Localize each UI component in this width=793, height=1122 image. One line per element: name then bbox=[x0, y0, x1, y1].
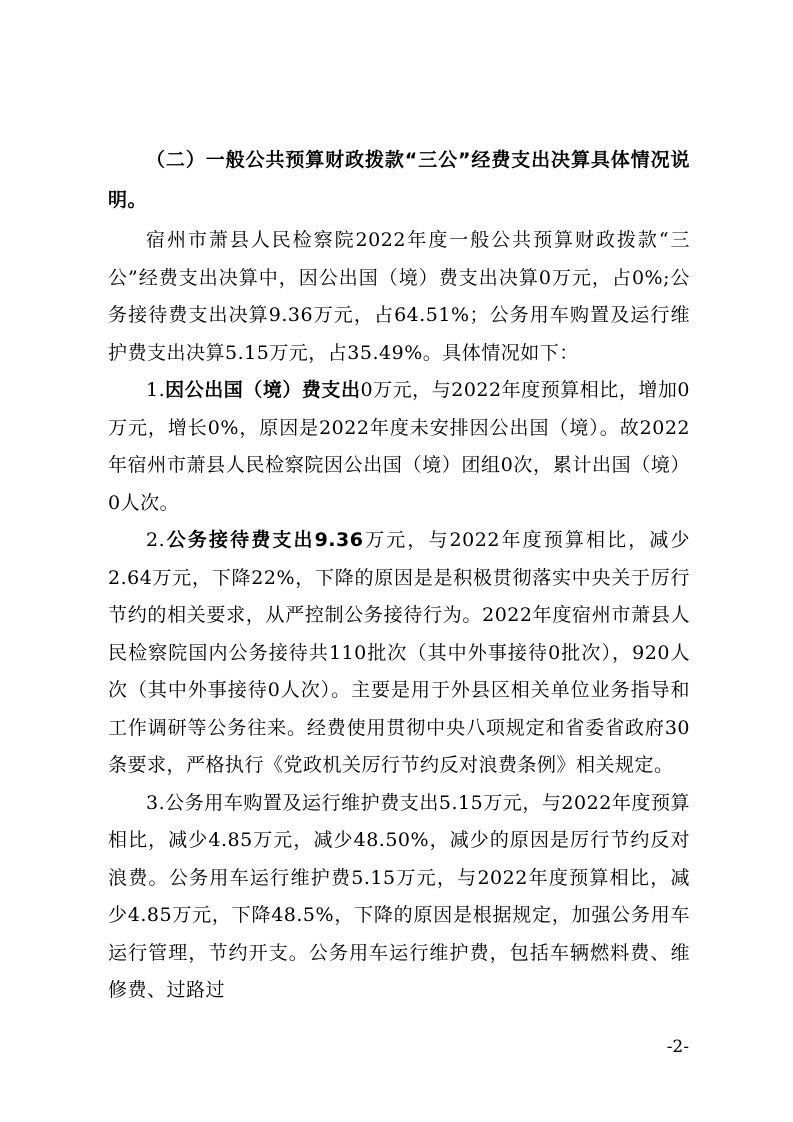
intro-paragraph: 宿州市萧县人民检察院2022年度一般公共预算财政拨款“三公”经费支出决算中，因公出国（境）费支出决算0万元，占0%;公务接待费支出决算9.36万元，占64.51%；公务用车购置及运行维护费支出决算5.15万元，占35.49%。具体情况如下： bbox=[108, 229, 690, 364]
item-2-body: 万元，与2022年度预算相比，减少2.64万元，下降22%，下降的原因是是积极贯彻落实中央关于厉行节约的相关要求，从严控制公务接待行为。2022年度宿州市萧县人民检察院国内公务接待共110批次（其中外事接待0批次），920人次（其中外事接待0人次）。主要是用于外县区相关单位业务指导和工作调研等公务往来。经费使用贯彻中央八项规定和省委省政府30条要求，严格执行《党政机关厉行节约反对浪费条例》相关规定。 bbox=[108, 529, 690, 776]
page-content bbox=[108, 140, 690, 1010]
item-3-paragraph: 3.公务用车购置及运行维护费支出5.15万元，与2022年度预算相比，减少4.85万元，减少48.50%，减少的原因是厉行节约反对浪费。公务用车运行维护费5.15万元，与2022年度预算相比，减少4.85万元，下降48.5%，下降的原因是根据规定，加强公务用车运行管理，节约开支。公务用车运行维护费，包括车辆燃料费、维修费、过路过 bbox=[108, 791, 690, 1001]
item-2-title: 公务接待费支出9.36 bbox=[165, 529, 364, 551]
section-heading: （二）一般公共预算财政拨款“三公”经费支出决算具体情况说明。 bbox=[108, 149, 690, 211]
item-2-paragraph bbox=[108, 522, 690, 785]
item-1-body: 0万元，与2022年度预算相比，增加0万元，增长0%，原因是2022年度未安排因公出国（境）。故2022年宿州市萧县人民检察院因公出国（境）团组0次，累计出国（境）0人次。 bbox=[108, 379, 690, 514]
page-number: -2- bbox=[666, 1037, 689, 1057]
item-2-prefix: 2. bbox=[146, 529, 166, 551]
item-1-prefix: 1. bbox=[146, 379, 166, 401]
item-1-paragraph bbox=[108, 372, 690, 522]
item-1-title: 因公出国（境）费支出 bbox=[165, 379, 361, 401]
